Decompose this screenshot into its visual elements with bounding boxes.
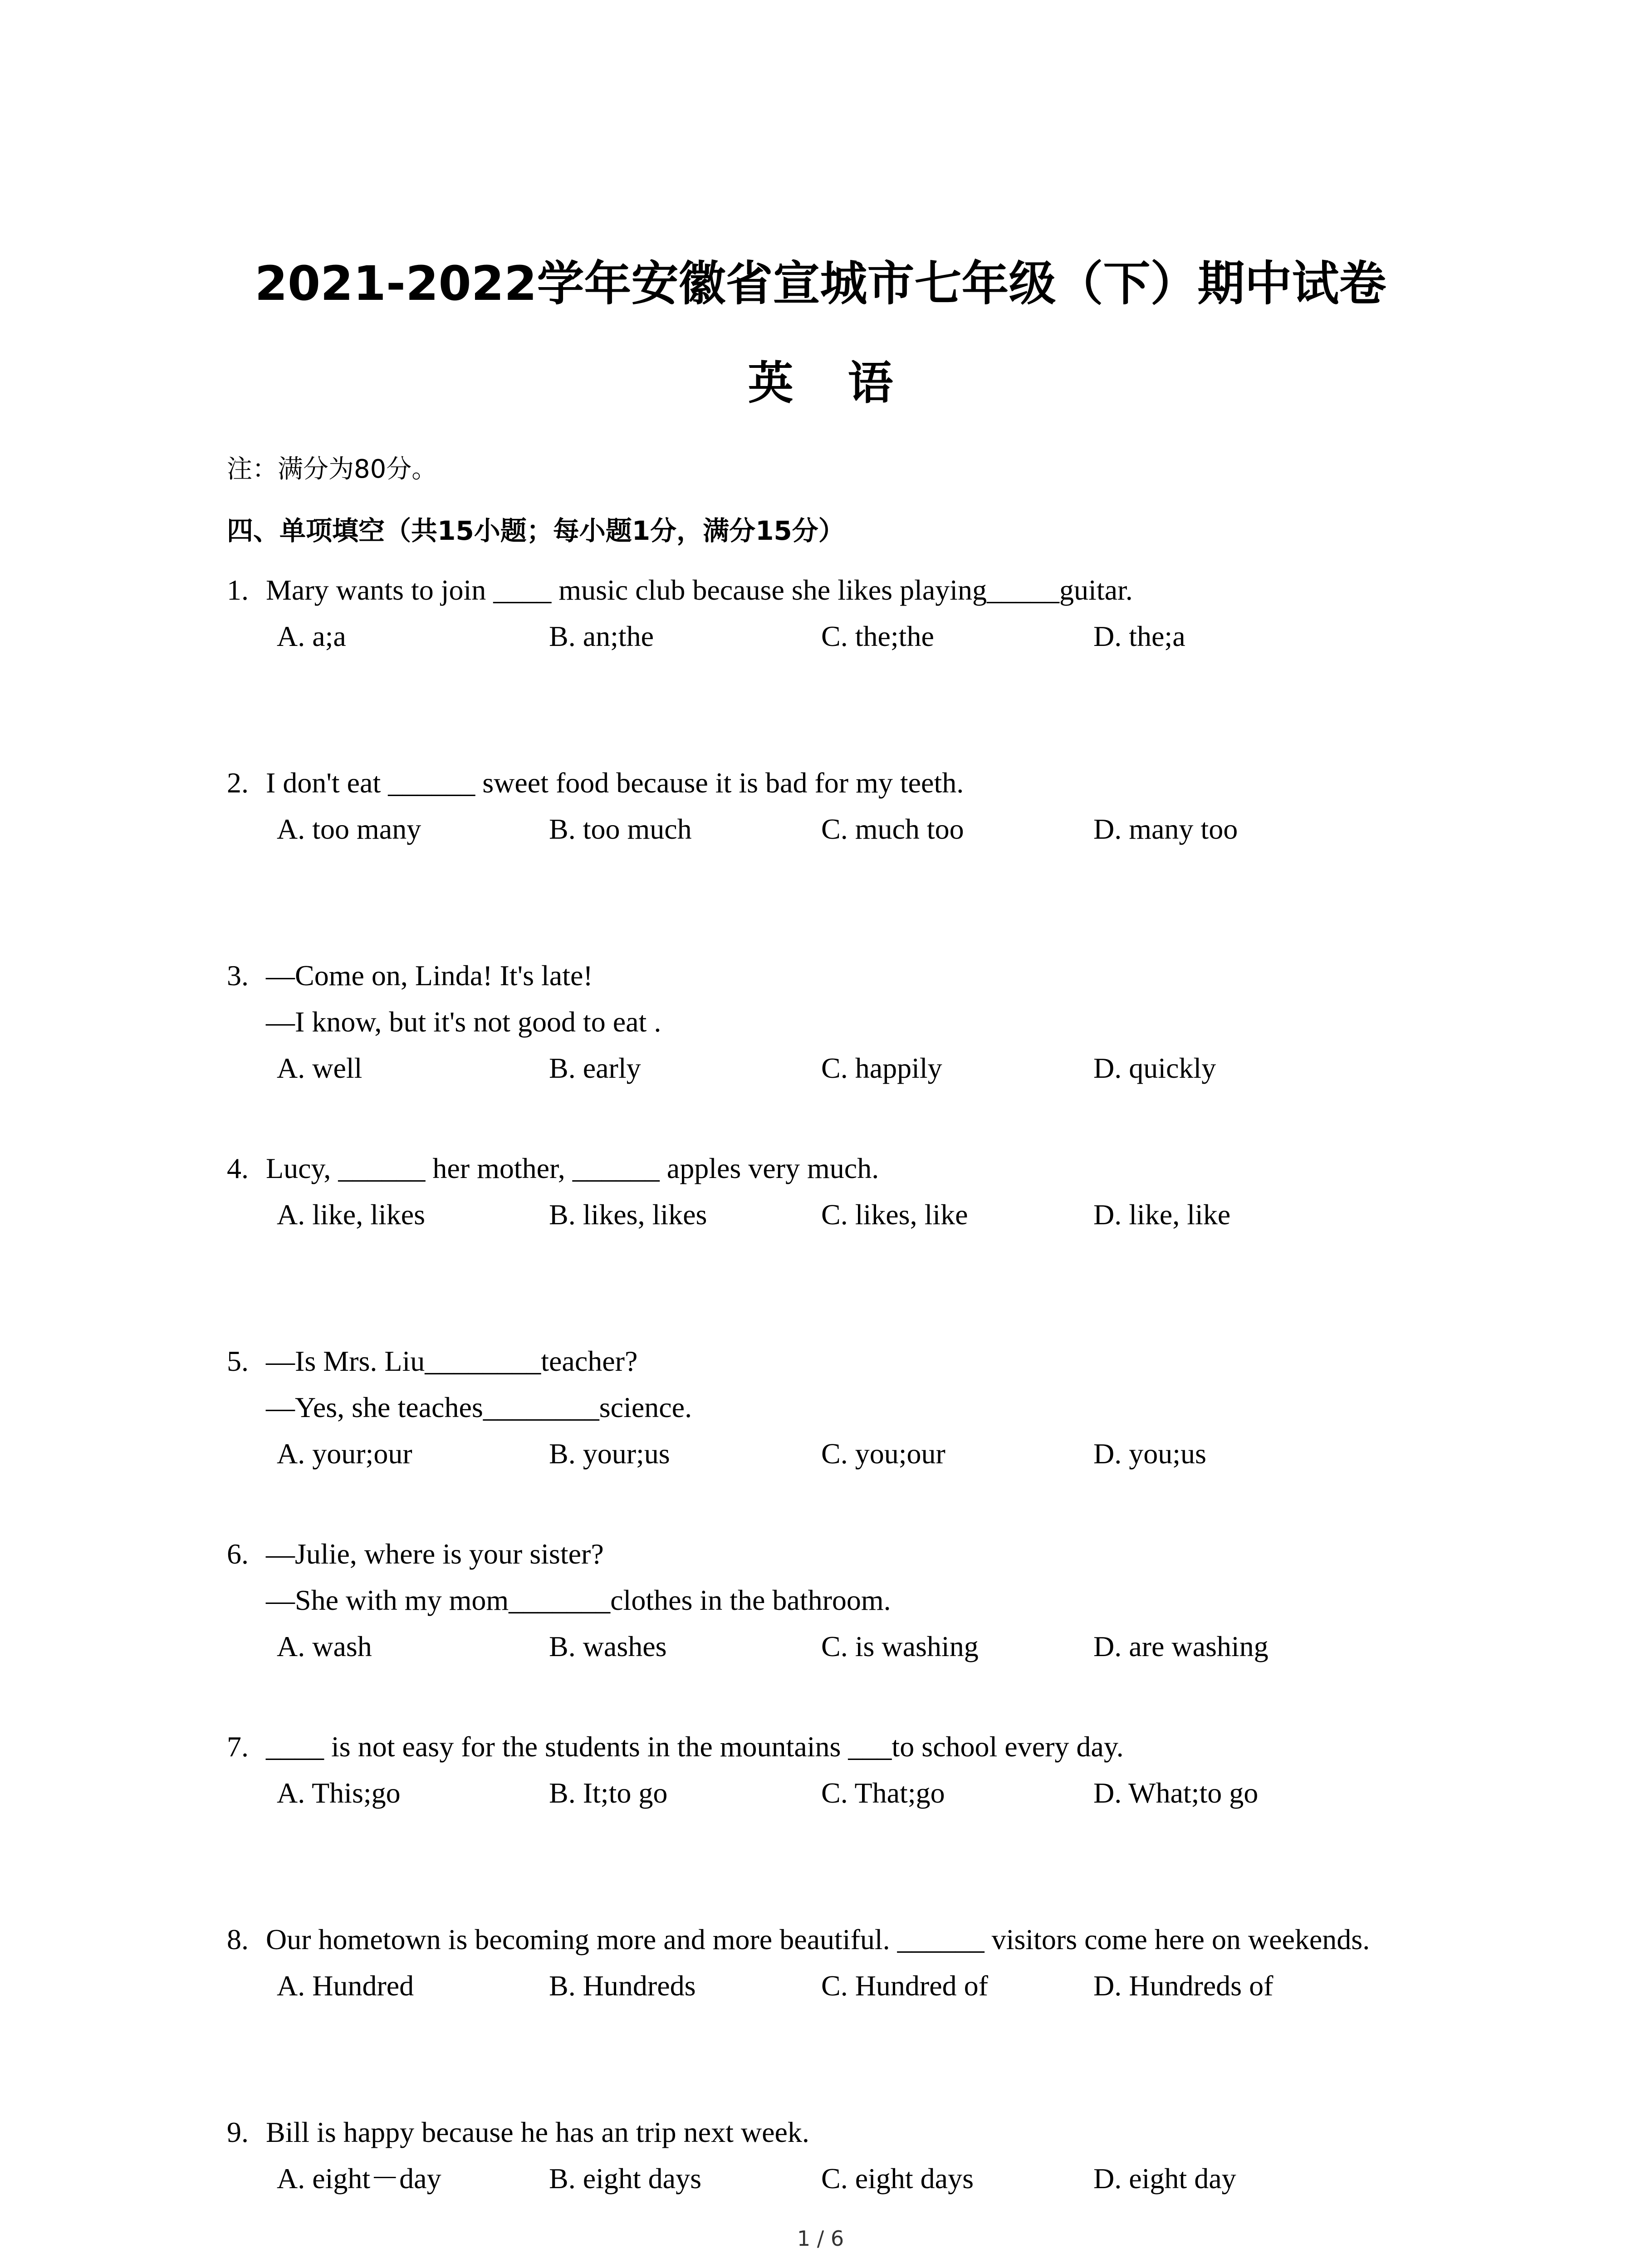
question-3: [227, 953, 1497, 1145]
option-a: A. eight－day: [277, 2162, 441, 2195]
option-b: B. Hundreds: [549, 1970, 696, 2002]
option-d: D. Hundreds of: [1093, 1970, 1274, 2002]
option-row: [227, 1770, 1497, 1816]
question-stem: [227, 1531, 1497, 1577]
option-row: [227, 613, 1497, 660]
option-a: A. too many: [277, 813, 421, 845]
question-stem: [227, 1145, 1497, 1192]
option-c: C. happily: [821, 1052, 942, 1084]
question-stem: [227, 567, 1497, 613]
exam-subject: 英语: [748, 357, 948, 410]
exam-title: 2021-2022学年安徽省宣城市七年级（下）期中试卷: [255, 256, 1386, 311]
question-text: —Come on, Linda! It's late!: [266, 959, 593, 992]
question-4: [227, 1145, 1497, 1338]
option-a: A. a;a: [277, 620, 346, 652]
question-text: I don't eat ______ sweet food because it is bad for my teeth.: [266, 767, 964, 799]
option-d: D. like, like: [1093, 1198, 1231, 1231]
question-text: Mary wants to join ____ music club because she likes playing_____guitar.: [266, 574, 1133, 606]
option-b: B. your;us: [549, 1437, 670, 1470]
option-a: A. well: [277, 1052, 362, 1084]
option-d: D. eight day: [1093, 2162, 1236, 2195]
option-a: A. This;go: [277, 1777, 401, 1809]
option-a: A. like, likes: [277, 1198, 426, 1231]
option-b: B. It;to go: [549, 1777, 668, 1809]
option-c: C. is washing: [821, 1630, 979, 1662]
option-d: D. you;us: [1093, 1437, 1206, 1470]
question-text: —She with my mom_______clothes in the bathroom.: [266, 1584, 891, 1616]
option-b: B. likes, likes: [549, 1198, 707, 1231]
score-note: 注：满分为80分。: [227, 455, 437, 484]
question-stem: [227, 953, 1497, 999]
question-stem: [227, 1338, 1497, 1384]
option-row: [227, 1192, 1497, 1238]
option-c: C. you;our: [821, 1437, 945, 1470]
question-number: 6.: [227, 1538, 249, 1570]
question-stem: [227, 1724, 1497, 1770]
question-7: [227, 1724, 1497, 1916]
question-number: 1.: [227, 574, 249, 606]
option-b: B. too much: [549, 813, 692, 845]
option-d: D. What;to go: [1093, 1777, 1259, 1809]
question-number: 4.: [227, 1152, 249, 1184]
option-row: [227, 2156, 1497, 2202]
option-a: A. wash: [277, 1630, 372, 1662]
page-number: 1 / 6: [797, 2226, 844, 2251]
question-5: [227, 1338, 1497, 1531]
question-number: 2.: [227, 767, 249, 799]
option-row: [227, 1045, 1497, 1091]
option-row: [227, 1431, 1497, 1477]
option-c: C. the;the: [821, 620, 934, 652]
option-row: [227, 806, 1497, 852]
option-d: D. the;a: [1093, 620, 1185, 652]
question-text: —Julie, where is your sister?: [266, 1538, 604, 1570]
option-b: B. washes: [549, 1630, 667, 1662]
question-1: [227, 567, 1497, 760]
option-d: D. many too: [1093, 813, 1238, 845]
question-number: 3.: [227, 959, 249, 992]
option-d: D. quickly: [1093, 1052, 1216, 1084]
option-row: [227, 1623, 1497, 1670]
question-text: Bill is happy because he has an trip next week.: [266, 2116, 809, 2148]
question-stem: [227, 760, 1497, 806]
question-number: 5.: [227, 1345, 249, 1377]
option-c: C. eight days: [821, 2162, 974, 2195]
option-b: B. eight days: [549, 2162, 701, 2195]
question-text: —Yes, she teaches________science.: [266, 1391, 692, 1423]
option-a: A. Hundred: [277, 1970, 414, 2002]
question-6: [227, 1531, 1497, 1724]
option-b: B. early: [549, 1052, 641, 1084]
question-stem: [227, 2109, 1497, 2156]
question-text: ____ is not easy for the students in the mountains ___to school every day.: [266, 1730, 1124, 1763]
question-stem-continued: [227, 1384, 1497, 1431]
option-b: B. an;the: [549, 620, 654, 652]
option-c: C. Hundred of: [821, 1970, 988, 2002]
option-c: C. likes, like: [821, 1198, 968, 1231]
question-text: Our hometown is becoming more and more beautiful. ______ visitors come here on weekends.: [266, 1923, 1370, 1955]
question-stem-continued: [227, 999, 1497, 1045]
question-text: —I know, but it's not good to eat .: [266, 1006, 661, 1038]
option-c: C. much too: [821, 813, 964, 845]
question-stem: [227, 1916, 1497, 1963]
question-8: [227, 1916, 1497, 2109]
option-d: D. are washing: [1093, 1630, 1269, 1662]
question-2: [227, 760, 1497, 953]
option-a: A. your;our: [277, 1437, 412, 1470]
question-text: Lucy, ______ her mother, ______ apples very much.: [266, 1152, 879, 1184]
question-number: 9.: [227, 2116, 249, 2148]
question-stem-continued: [227, 1577, 1497, 1623]
question-text: —Is Mrs. Liu________teacher?: [266, 1345, 638, 1377]
section-heading: 四、单项填空（共15小题；每小题1分，满分15分）: [227, 515, 845, 546]
question-number: 7.: [227, 1730, 249, 1763]
question-list: [227, 567, 1497, 2268]
question-number: 8.: [227, 1923, 249, 1955]
option-c: C. That;go: [821, 1777, 945, 1809]
option-row: [227, 1963, 1497, 2009]
